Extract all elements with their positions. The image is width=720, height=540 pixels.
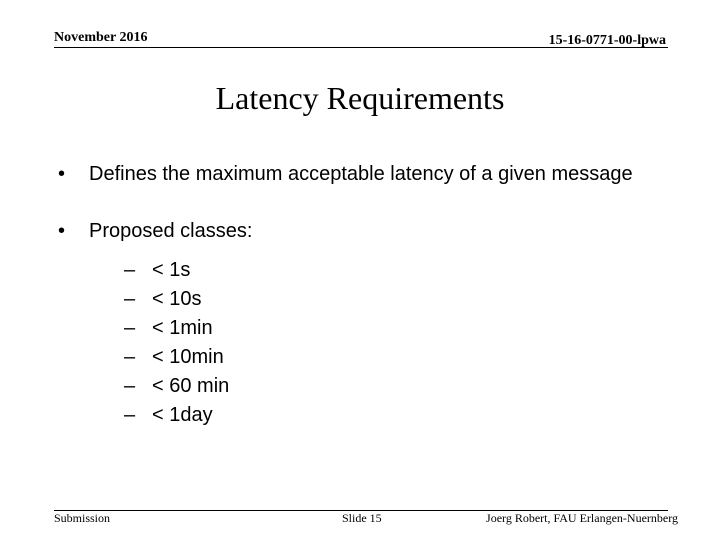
bullet-marker: • [58, 163, 66, 185]
header-document-id: 15-16-0771-00-lpwa [548, 33, 666, 48]
list-item [89, 372, 678, 401]
bullet-item-proposed-classes [58, 217, 678, 430]
header-date: November 2016 [54, 30, 148, 45]
footer-slide-number: Slide 15 [342, 511, 382, 525]
bullet-marker: • [58, 220, 66, 242]
dash-marker: – [124, 346, 136, 368]
bullet-text: Proposed classes: [89, 220, 253, 242]
list-item [89, 285, 678, 314]
latency-class-text: < 60 min [152, 375, 230, 397]
bullet-item-definition [58, 160, 678, 189]
footer-submission: Submission [54, 511, 111, 525]
dash-marker: – [124, 317, 136, 339]
list-item [89, 314, 678, 343]
header-divider [54, 47, 668, 48]
slide-title: Latency Requirements [215, 80, 505, 116]
bullet-list [58, 160, 678, 430]
dash-marker: – [124, 375, 136, 397]
dash-marker: – [124, 404, 136, 426]
latency-class-text: < 1day [152, 404, 213, 426]
bullet-text: Defines the maximum acceptable latency of a given message [89, 163, 633, 185]
list-item [89, 256, 678, 285]
latency-class-text: < 1min [152, 317, 213, 339]
latency-class-text: < 10min [152, 346, 224, 368]
latency-class-text: < 1s [152, 259, 191, 281]
dash-marker: – [124, 288, 136, 310]
latency-class-text: < 10s [152, 288, 202, 310]
footer-author: Joerg Robert, FAU Erlangen-Nuernberg [486, 511, 678, 525]
dash-marker: – [124, 259, 136, 281]
list-item [89, 343, 678, 372]
list-item [89, 401, 678, 430]
latency-class-list [89, 256, 678, 430]
